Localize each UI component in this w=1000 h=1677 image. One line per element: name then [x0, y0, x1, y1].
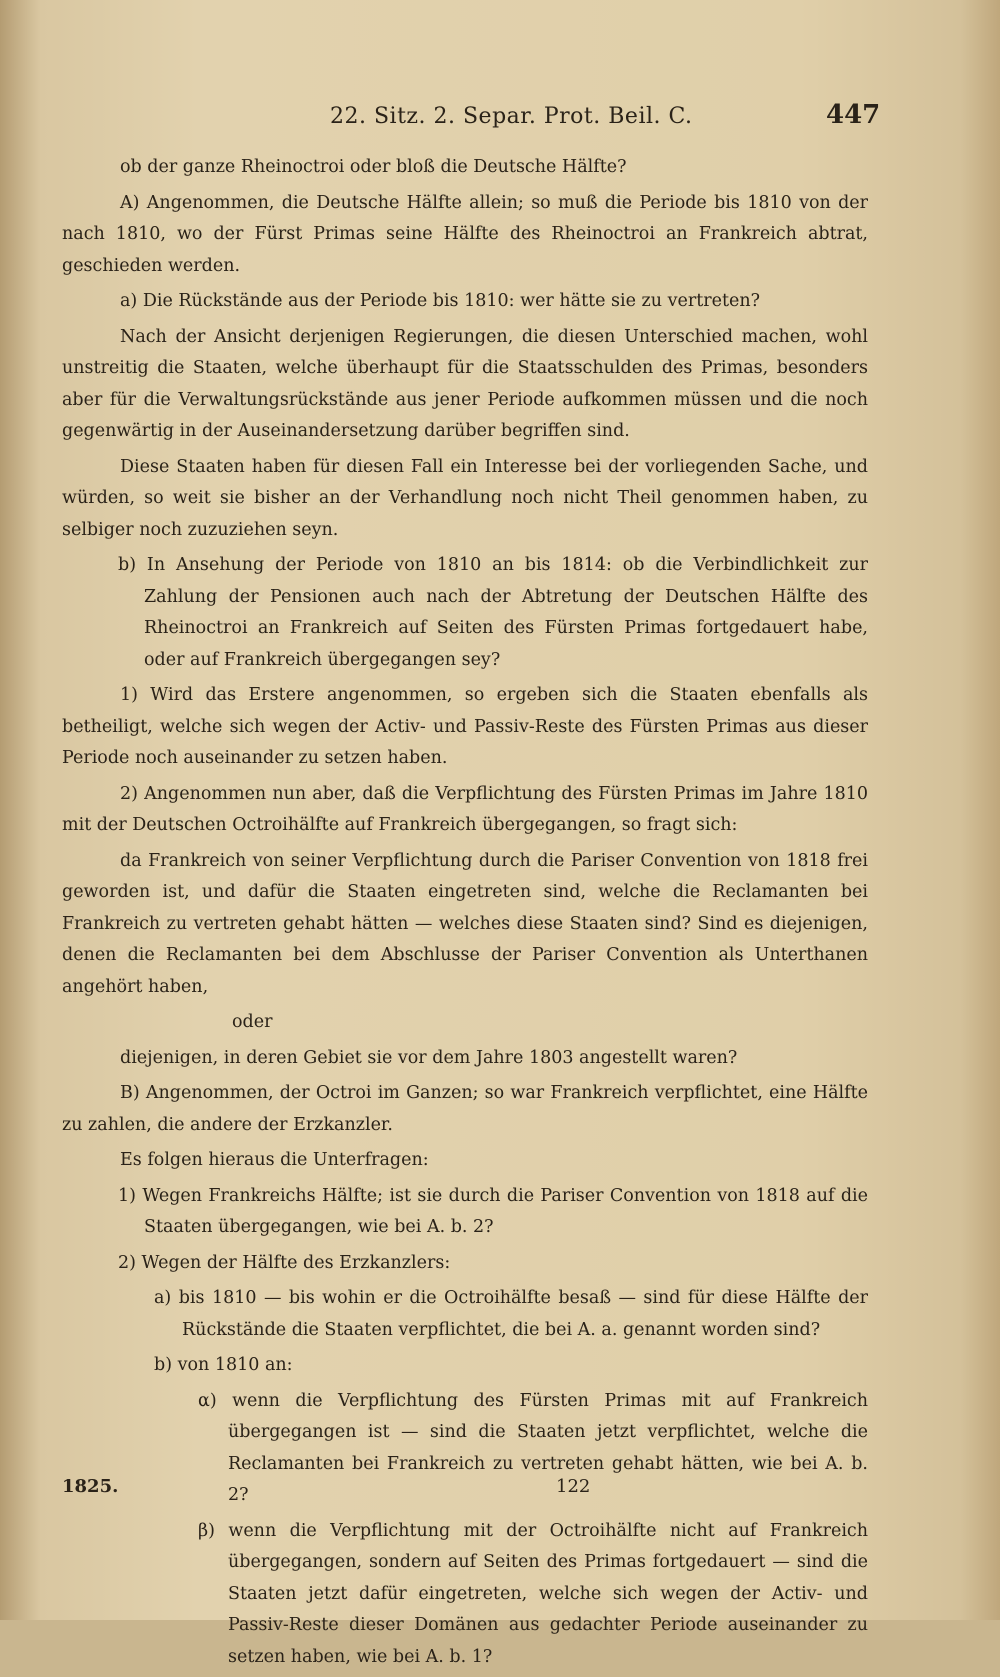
paragraph: B) Angenommen, der Octroi im Ganzen; so war Frankreich verpflichtet, eine Hälfte zu zahlen, die andere der Erzkanzler. [62, 1083, 868, 1135]
paragraph: Diese Staaten haben für diesen Fall ein Interesse bei der vorliegenden Sache, und würden, so weit sie bisher an der Verhandlung noch nicht Theil genommen haben, zu selbiger noch zuzuziehen seyn. [62, 456, 868, 540]
paragraph: a) Die Rückstände aus der Periode bis 1810: wer hätte sie zu vertreten? [120, 291, 761, 311]
paragraph: Es folgen hieraus die Unterfragen: [120, 1150, 429, 1170]
page-header [0, 100, 1000, 140]
paragraph: b) In Ansehung der Periode von 1810 an bis 1814: ob die Verbindlichkeit zur Zahlung der Pensionen auch nach der Abtretung der Deutschen Hälfte des Rheinoctroi an Frankreich auf Seiten des Fürsten Primas fortgedauert habe, oder auf Frankreich übergegangen sey? [118, 555, 868, 670]
paragraph: oder [232, 1012, 273, 1032]
paragraph: A) Angenommen, die Deutsche Hälfte allein; so muß die Periode bis 1810 von der nach 1810, wo der Fürst Primas seine Hälfte des Rheinoctroi an Frankreich abtrat, geschieden werden. [62, 192, 868, 276]
paragraph: α) wenn die Verpflichtung des Fürsten Primas mit auf Frankreich übergegangen ist — sind die Staaten jetzt verpflichtet, welche die Reclamanten bei Frankreich zu vertreten gehabt hätten, wie bei A. b. 2? [198, 1390, 868, 1505]
paragraph: Nach der Ansicht derjenigen Regierungen, die diesen Unterschied machen, wohl unstreitig die Staaten, welche überhaupt für die Staatsschulden des Primas, besonders aber für die Verwaltungsrückstände aus jener Periode aufkommen müssen und die noch gegenwärtig in der Auseinandersetzung darüber begriffen sind. [62, 326, 868, 441]
paragraph: 1) Wegen Frankreichs Hälfte; ist sie durch die Pariser Convention von 1818 auf die Staaten übergegangen, wie bei A. b. 2? [118, 1185, 868, 1237]
footer-year: 1825. [62, 1476, 119, 1497]
running-head: 22. Sitz. 2. Separ. Prot. Beil. C. [330, 104, 693, 129]
paragraph: 1) Wird das Erstere angenommen, so ergeben sich die Staaten ebenfalls als betheiligt, welche sich wegen der Activ- und Passiv-Reste des Fürsten Primas aus dieser Periode noch auseinander zu setzen haben. [62, 685, 868, 768]
page-footer [0, 1476, 1000, 1506]
signature-mark: 122 [556, 1476, 591, 1497]
paragraph: 2) Angenommen nun aber, daß die Verpflichtung des Fürsten Primas im Jahre 1810 mit der Deutschen Octroihälfte auf Frankreich übergegangen, so fragt sich: [62, 783, 868, 835]
paragraph: diejenigen, in deren Gebiet sie vor dem Jahre 1803 angestellt waren? [120, 1047, 738, 1068]
page-body [62, 152, 868, 1677]
paragraph: b) von 1810 an: [154, 1355, 293, 1375]
paragraph: da Frankreich von seiner Verpflichtung durch die Pariser Convention von 1818 frei geworden ist, und dafür die Staaten eingetreten sind, welche die Reclamanten bei Frankreich zu vertreten gehabt hätten — welches diese Staaten sind? Sind es diejenigen, denen die Reclamanten bei dem Abschlusse der Pariser Convention als Unterthanen angehört haben, [62, 850, 868, 997]
paragraph: β) wenn die Verpflichtung mit der Octroihälfte nicht auf Frankreich übergegangen, sondern auf Seiten des Primas fortgedauert — sind die Staaten jetzt dafür eingetreten, welche sich wegen der Activ- und Passiv-Reste dieser Domänen aus gedachter Periode auseinander zu setzen haben, wie bei A. b. 1? [198, 1520, 868, 1667]
page-number: 447 [826, 100, 881, 130]
paragraph: a) bis 1810 — bis wohin er die Octroihälfte besaß — sind für diese Hälfte der Rückstände die Staaten verpflichtet, die bei A. a. genannt worden sind? [154, 1288, 868, 1340]
paragraph: 2) Wegen der Hälfte des Erzkanzlers: [118, 1252, 451, 1273]
paragraph: ob der ganze Rheinoctroi oder bloß die Deutsche Hälfte? [120, 157, 627, 177]
